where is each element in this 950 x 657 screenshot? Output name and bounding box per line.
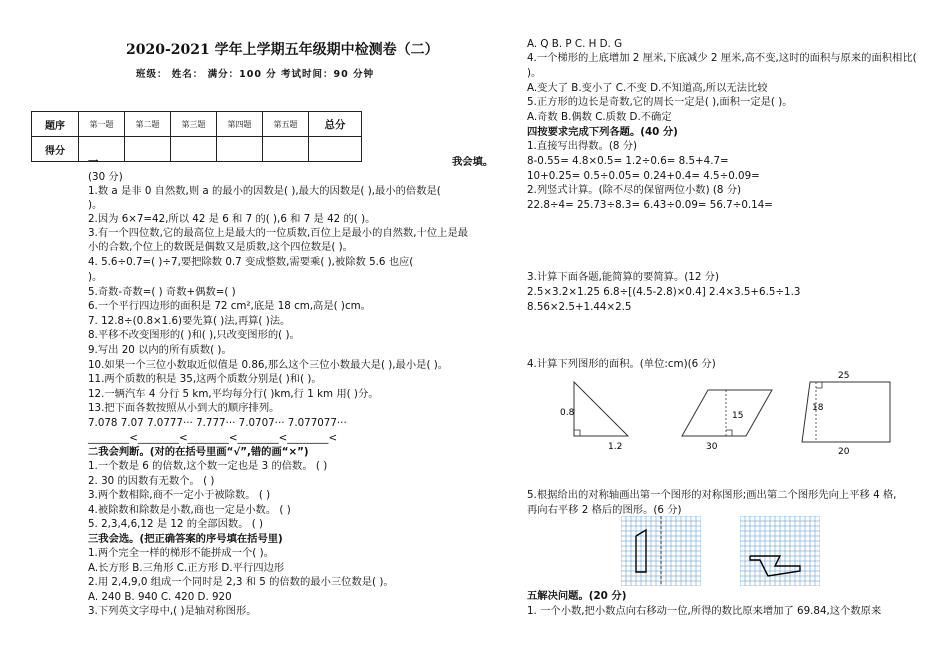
right-text-line: 四按要求完成下列各题。(40 分): [527, 126, 678, 138]
right-text-line: 4.计算下列图形的面积。(单位:cm)(6 分): [527, 358, 716, 370]
right-text-line: A.奇数 B.偶数 C.质数 D.不确定: [527, 111, 672, 123]
left-text-line: 9.写出 20 以内的所有质数( )。: [88, 344, 232, 356]
left-text-line: 5.奇数-奇数=( ) 奇数+偶数=( ): [88, 286, 236, 298]
trapezoid-top-label: 25: [838, 371, 850, 381]
left-text-line: A.长方形 B.三角形 C.正方形 D.平行四边形: [88, 562, 285, 574]
parallelogram-figure: [680, 380, 780, 455]
left-text-line: 小的合数,个位上的数既是偶数又是质数,这个四位数是( )。: [88, 241, 353, 253]
right-text-line: 4.一个梯形的上底增加 2 厘米,下底减少 2 厘米,高不变,这时的面积与原来的面积相比(: [527, 52, 917, 64]
right-text-line: 2.列竖式计算。(除不尽的保留两位小数) (8 分): [527, 184, 742, 196]
right-text-line: 8-0.55= 4.8×0.5= 1.2÷0.6= 8.5+4.7=: [527, 155, 729, 167]
trapezoid-height-label: 18: [812, 403, 824, 413]
left-text-line: A. 240 B. 940 C. 420 D. 920: [88, 591, 232, 603]
left-text-line: 12.一辆汽车 4 分行 5 km,平均每分行( )km,行 1 km 用( )分。: [88, 388, 379, 400]
left-text-line: 3.两个数相除,商不一定小于被除数。 ( ): [88, 489, 271, 501]
right-text-line: A.变大了 B.变小了 C.不变 D.不知道高,所以无法比较: [527, 82, 768, 94]
score-input-cell[interactable]: [309, 137, 362, 162]
right-text-line: 5.正方形的边长是奇数,它的周长一定是( ),面积一定是( )。: [527, 96, 793, 108]
score-cell: 总分: [309, 112, 362, 137]
score-value-row: [32, 137, 362, 162]
score-cell: 第三题: [171, 112, 217, 137]
triangle-figure: [560, 370, 670, 455]
score-input-cell[interactable]: [263, 137, 309, 162]
left-text-line: 2. 30 的因数有无数个。 ( ): [88, 475, 215, 487]
left-text-line: 5. 2,3,4,6,12 是 12 的全部因数。 ( ): [88, 518, 264, 530]
right-text-line: 8.56×2.5+1.44×2.5: [527, 301, 632, 313]
left-text-line: 二我会判断。(对的在括号里画“√”,错的画“×”): [88, 446, 309, 458]
left-text-line: 3.有一个四位数,它的最高位上是最大的一位质数,百位上是最小的自然数,十位上是最: [88, 227, 469, 239]
triangle-height-label: 0.8: [560, 408, 575, 418]
left-text-line: 2.用 2,4,9,0 组成一个同时是 2,3 和 5 的倍数的最小三位数是( )。: [88, 576, 394, 588]
right-text-line: )。: [527, 67, 542, 79]
score-input-cell[interactable]: [79, 137, 125, 162]
left-text-line: )。: [88, 199, 103, 211]
score-header-row: [32, 112, 362, 137]
right-text-line: 5.根据给出的对称轴画出第一个图形的对称图形;画出第二个图形先向上平移 4 格,: [527, 489, 897, 501]
symmetry-grid[interactable]: [621, 516, 701, 586]
score-cell: 第一题: [79, 112, 125, 137]
left-text-line: 1.两个完全一样的梯形不能拼成一个( )。: [88, 547, 274, 559]
score-cell: 第五题: [263, 112, 309, 137]
left-text-line: 一: [88, 156, 99, 168]
left-text-line: 班级： 姓名： 满分：100 分 考试时间：90 分钟: [136, 69, 375, 80]
right-text-line: 22.8÷4= 25.73÷8.3= 6.43÷0.09= 56.7÷0.14=: [527, 199, 773, 211]
score-input-cell[interactable]: [171, 137, 217, 162]
left-text-line: 1.数 a 是非 0 自然数,则 a 的最小的因数是( ),最大的因数是( ),最小的倍数是(: [88, 185, 441, 197]
score-input-cell[interactable]: [125, 137, 171, 162]
left-text-line: 三我会选。(把正确答案的序号填在括号里): [88, 533, 283, 545]
right-text-line: A. Q B. P C. H D. G: [527, 38, 623, 50]
score-input-cell[interactable]: [217, 137, 263, 162]
left-text-line: 4.被除数和除数是小数,商也一定是小数。 ( ): [88, 504, 291, 516]
trapezoid-bottom-label: 20: [838, 447, 850, 456]
left-text-line: (30 分): [88, 171, 123, 183]
translation-grid[interactable]: [740, 516, 820, 586]
left-text-line: 4. 5.6÷0.7=( )÷7,要把除数 0.7 变成整数,需要乘( ),被除数 5.6 也应(: [88, 256, 414, 268]
right-text-line: 3.计算下面各题,能简算的要简算。(12 分): [527, 271, 719, 283]
right-text-line: 再向右平移 2 格后的图形。(6 分): [527, 504, 682, 516]
right-text-line: 1.直接写出得数。(8 分): [527, 140, 638, 152]
left-text-line: 10.如果一个三位小数取近似值是 0.86,那么这个三位小数最大是( ),最小是( )。: [88, 359, 449, 371]
score-cell: 题序: [32, 112, 79, 137]
left-text-line: 6.一个平行四边形的面积是 72 cm²,底是 18 cm,高是( )cm。: [88, 300, 371, 312]
right-text-line: 2.5×3.2×1.25 6.8÷[(4.5-2.8)×0.4] 2.4×3.5+6.5÷1.3: [527, 286, 801, 298]
left-text-line: ________<________<________<________<________<: [88, 432, 338, 444]
right-text-line: 五解决问题。(20 分): [527, 590, 627, 602]
left-text-line: 3.下列英文字母中,( )是轴对称图形。: [88, 605, 257, 617]
left-text-line: 7.078 7.07 7.0777··· 7.777··· 7.0707··· 7.077077···: [88, 417, 347, 429]
left-text-line: )。: [88, 271, 103, 283]
left-text-line: 1.一个数是 6 的倍数,这个数一定也是 3 的倍数。 ( ): [88, 460, 328, 472]
right-text-line: 10+0.25= 0.5÷0.05= 0.24+0.4= 4.5÷0.09=: [527, 170, 760, 182]
score-cell: 第四题: [217, 112, 263, 137]
left-text-line: 7. 12.8÷(0.8×1.6)要先算( )法,再算( )法。: [88, 315, 291, 327]
left-text-line: 8.平移不改变图形的( )和( ),只改变图形的( )。: [88, 329, 300, 341]
left-text-line: 2.因为 6×7=42,所以 42 是 6 和 7 的( ),6 和 7 是 42 的( )。: [88, 213, 376, 225]
parallelogram-height-label: 15: [732, 411, 744, 421]
parallelogram-base-label: 30: [706, 442, 718, 452]
score-table: [31, 111, 362, 162]
right-text-line: 1. 一个小数,把小数点向右移动一位,所得的数比原来增加了 69.84,这个数原来: [527, 605, 882, 617]
score-cell: 第二题: [125, 112, 171, 137]
score-cell: 得分: [32, 137, 79, 162]
left-text-line: 我会填。: [452, 156, 494, 168]
left-text-line: 13.把下面各数按照从小到大的顺序排列。: [88, 402, 280, 414]
left-text-line: 2020-2021 学年上学期五年级期中检测卷（二）: [126, 42, 439, 58]
triangle-base-label: 1.2: [608, 442, 623, 452]
trapezoid-figure: [798, 368, 898, 456]
left-text-line: 11.两个质数的积是 35,这两个质数分别是( )和( )。: [88, 373, 322, 385]
